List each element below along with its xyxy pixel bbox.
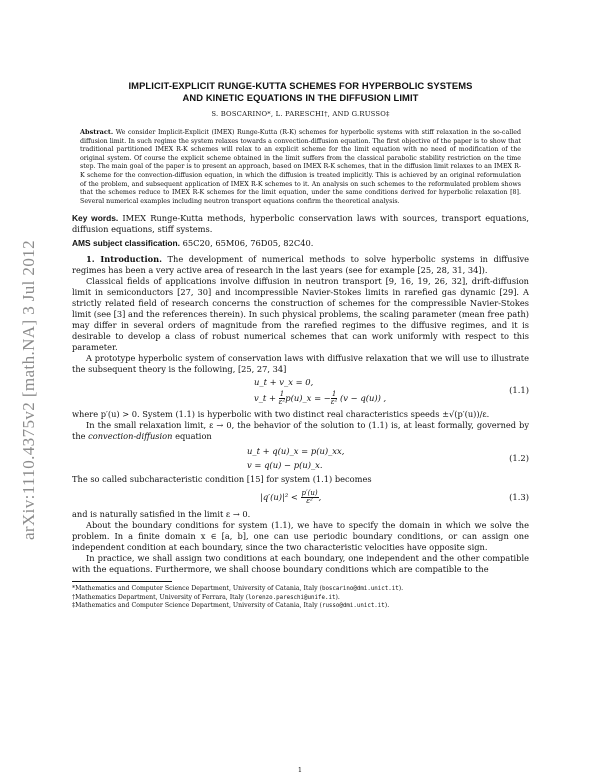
abstract-text: We consider Implicit-Explicit (IMEX) Runge-Kutta (R-K) schemes for hyperbolic systems with stiff relaxation in the so-called diffusion limit. In such regime the system relaxes towards a convection-diffusion equation. The first objective of the paper is to show that traditional partitioned IMEX R-K schemes will relax to an explicit scheme for the limit equation with no need of modification of the original system. Of course the explicit scheme obtained in the limit suffers from the classical parabolic stability restriction on the time step. The main goal of the paper is to present an approach, based on IMEX R-K schemes, that in the diffusion limit relaxes to an IMEX R-K scheme for the convection-diffusion equation, in which the diffusion is treated implicitly. This is achieved by an original reformulation of the problem, and subsequent application of IMEX R-K schemes to it. An analysis on such schemes to the reformulated problem shows that the schemes reduce to IMEX R-K schemes for the limit equation, under the same conditions derived for hyperbolic relaxation [8]. Several numerical examples including neutron transport equations confirm the theoretical analysis. [80, 129, 521, 205]
footnote-1-end: ). [398, 585, 404, 593]
equation-1-2 [72, 442, 529, 474]
small-relaxation-paragraph [72, 420, 529, 442]
ams-classification [72, 238, 529, 249]
footnote-2-email[interactable]: lorenzo.pareschi@unife.it [248, 594, 336, 601]
title-line-2: AND KINETIC EQUATIONS IN THE DIFFUSION LIMIT [182, 92, 419, 103]
keywords [72, 213, 529, 235]
eq1-frac2-num: 1 [331, 390, 337, 399]
paper-title [72, 80, 529, 104]
eq2-line1: u_t + q(u)_x = p(u)_xx, [247, 446, 345, 457]
footnote-2-end: ). [335, 593, 340, 601]
subchar-paragraph: The so called subcharacteristic condition [15] for system (1.1) becomes [72, 474, 372, 485]
eq1-number: (1.1) [509, 385, 529, 396]
eq1-frac-2 [331, 391, 338, 406]
footnote-2-text: †Mathematics Department, University of Ferrara, Italy ( [72, 593, 249, 601]
footnote-3 [72, 602, 529, 610]
eq3-frac-num: p′(u) [301, 489, 318, 498]
eq1-frac2-den: ε² [330, 398, 338, 407]
eq1-frac1-den: ε² [278, 398, 286, 407]
eq3-frac-den: ε² [306, 497, 313, 506]
footnote-1 [72, 585, 529, 593]
eq1-line2-b: p(u)_x = − [285, 393, 331, 404]
arxiv-stamp-text: arXiv:1110.4375v2 [math.NA] 3 Jul 2012 [19, 239, 38, 541]
eq2-number: (1.2) [509, 453, 529, 464]
intro-paragraph-1 [72, 254, 529, 276]
equation-1-1 [72, 375, 529, 409]
keywords-text: IMEX Runge-Kutta methods, hyperbolic conservation laws with sources, transport equations, diffusion equations, stiff systems. [72, 213, 530, 235]
authors: S. BOSCARINO*, L. PARESCHI†, AND G.RUSSO‡ [211, 110, 390, 118]
eq3-b: , [318, 492, 322, 503]
eq1-line1: u_t + v_x = 0, [254, 377, 314, 388]
small-relax-a: In the small relaxation limit, ε → 0, the behavior of the solution to (1.1) is, at least formally, governed by the [72, 420, 529, 442]
footnote-3-text: ‡Mathematics and Computer Science Department, University of Catania, Italy ( [72, 601, 322, 609]
after-eq1: where p′(u) > 0. System (1.1) is hyperbolic with two distinct real characteristics speeds ±√(p′(u))/ε. [72, 409, 490, 420]
eq1-line2 [254, 391, 386, 406]
intro-paragraph-3: A prototype hyperbolic system of conservation laws with diffusive relaxation that we will use to illustrate the subsequent theory is the following, [25, 27, 34] [72, 353, 529, 375]
eq1-line2-c: (v − q(u)) , [340, 393, 387, 404]
title-line-1: IMPLICIT-EXPLICIT RUNGE-KUTTA SCHEMES FOR HYPERBOLIC SYSTEMS [128, 80, 473, 91]
paper-page [72, 80, 529, 610]
footnote-1-email[interactable]: boscarino@dmi.unict.it [321, 586, 399, 593]
abstract-label: Abstract. [80, 128, 114, 136]
intro-paragraph-2: Classical fields of applications involve diffusion in neutron transport [9, 16, 19, 26, 32], drift-diffusion limit in semiconductors [27, 30] and incompressible Navier-Stokes limits in rarefied gas dynamic [29]. A strictly related field of research concerns the construction of schemes for the compressible Navier-Stokes limit (see [3] and the references therein). In such physical problems, the scaling parameter (mean free path) may differ in several orders of magnitude from the rarefied regimes to the diffusive regimes, and it is desirable to develop a class of robust numerical schemes that can work uniformly with respect to this parameter. [72, 276, 529, 353]
ams-label: AMS subject classification. [72, 238, 180, 249]
footnote-3-email[interactable]: russo@dmi.unict.it [321, 602, 385, 609]
eq1-line2-a: v_t + [254, 393, 279, 404]
footnote-2 [72, 594, 529, 602]
section-heading: 1. Introduction. [86, 254, 163, 265]
arxiv-stamp [14, 195, 44, 585]
satisfied-line: and is naturally satisfied in the limit ε → 0. [72, 509, 251, 520]
ams-text: 65C20, 65M06, 76D05, 82C40. [182, 238, 314, 249]
eq3-a: |q′(u)|² < [260, 492, 301, 503]
footnote-1-text: *Mathematics and Computer Science Department, University of Catania, Italy ( [72, 585, 322, 593]
intro-p1-text: The development of numerical methods to solve hyperbolic systems in diffusive regimes has been a very active area of research in the last years (see for example [25, 28, 31, 34]). [72, 254, 530, 276]
eq3-number: (1.3) [509, 492, 529, 503]
footnote-rule [72, 581, 172, 582]
abstract [80, 128, 521, 206]
equation-1-3 [72, 485, 529, 509]
eq3-frac [301, 490, 319, 505]
practice-paragraph: In practice, we shall assign two conditions at each boundary, one independent and the other compatible with the equations. Furthermore, we shall choose boundary conditions which are compatible to the [72, 553, 529, 575]
eq1-frac1-num: 1 [279, 390, 285, 399]
eq2-line2: v = q(u) − p(u)_x. [247, 460, 323, 471]
page-number: 1 [297, 766, 303, 774]
keywords-label: Key words. [72, 213, 119, 224]
small-relax-b: equation [172, 431, 212, 442]
footnote-3-end: ). [384, 601, 390, 609]
eq3-line [260, 490, 321, 505]
small-relax-em: convection-diffusion [88, 431, 173, 442]
boundary-paragraph: About the boundary conditions for system (1.1), we have to specify the domain in which we solve the problem. In a finite domain x ∈ [a, b], one can use periodic boundary conditions, or can assign one independent condition at each boundary, since the two characteristic velocities have opposite sign. [72, 520, 529, 553]
